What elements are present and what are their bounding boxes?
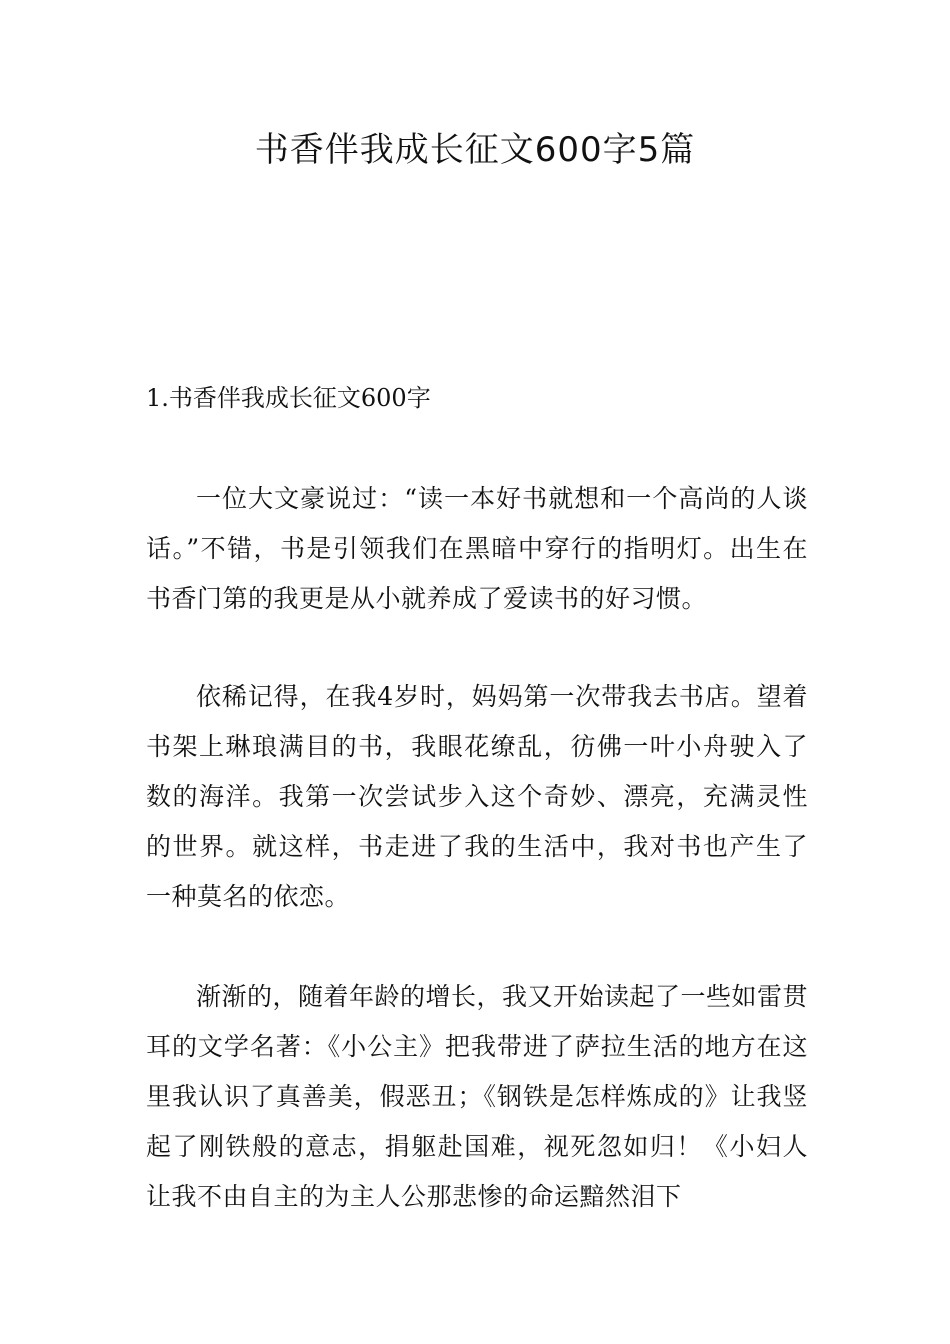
paragraph-2: 依稀记得，在我4岁时，妈妈第一次带我去书店。望着书架上琳琅满目的书，我眼花缭乱，彷佛一叶小舟驶入了数的海洋。我第一次尝试步入这个奇妙、漂亮，充满灵性的世界。就这样，书走进了我的生活中，我对书也产生了一种莫名的依恋。 (146, 682, 808, 911)
paragraph-3: 渐渐的，随着年龄的增长，我又开始读起了一些如雷贯耳的文学名著：《小公主》把我带进了萨拉生活的地方在这里我认识了真善美，假恶丑；《钢铁是怎样炼成的》让我竖起了刚铁般的意志，捐躯赴国难，视死忽如归！《小妇人让我不由自主的为主人公那悲惨的命运黯然泪下 (146, 982, 809, 1211)
paragraph-1: 一位大文豪说过：“读一本好书就想和一个高尚的人谈话。”不错，书是引领我们在黑暗中穿行的指明灯。出生在书香门第的我更是从小就养成了爱读书的好习惯。 (146, 484, 808, 613)
section-heading: 1.书香伴我成长征文600字 (146, 384, 431, 412)
document-title: 书香伴我成长征文600字5篇 (254, 130, 696, 170)
